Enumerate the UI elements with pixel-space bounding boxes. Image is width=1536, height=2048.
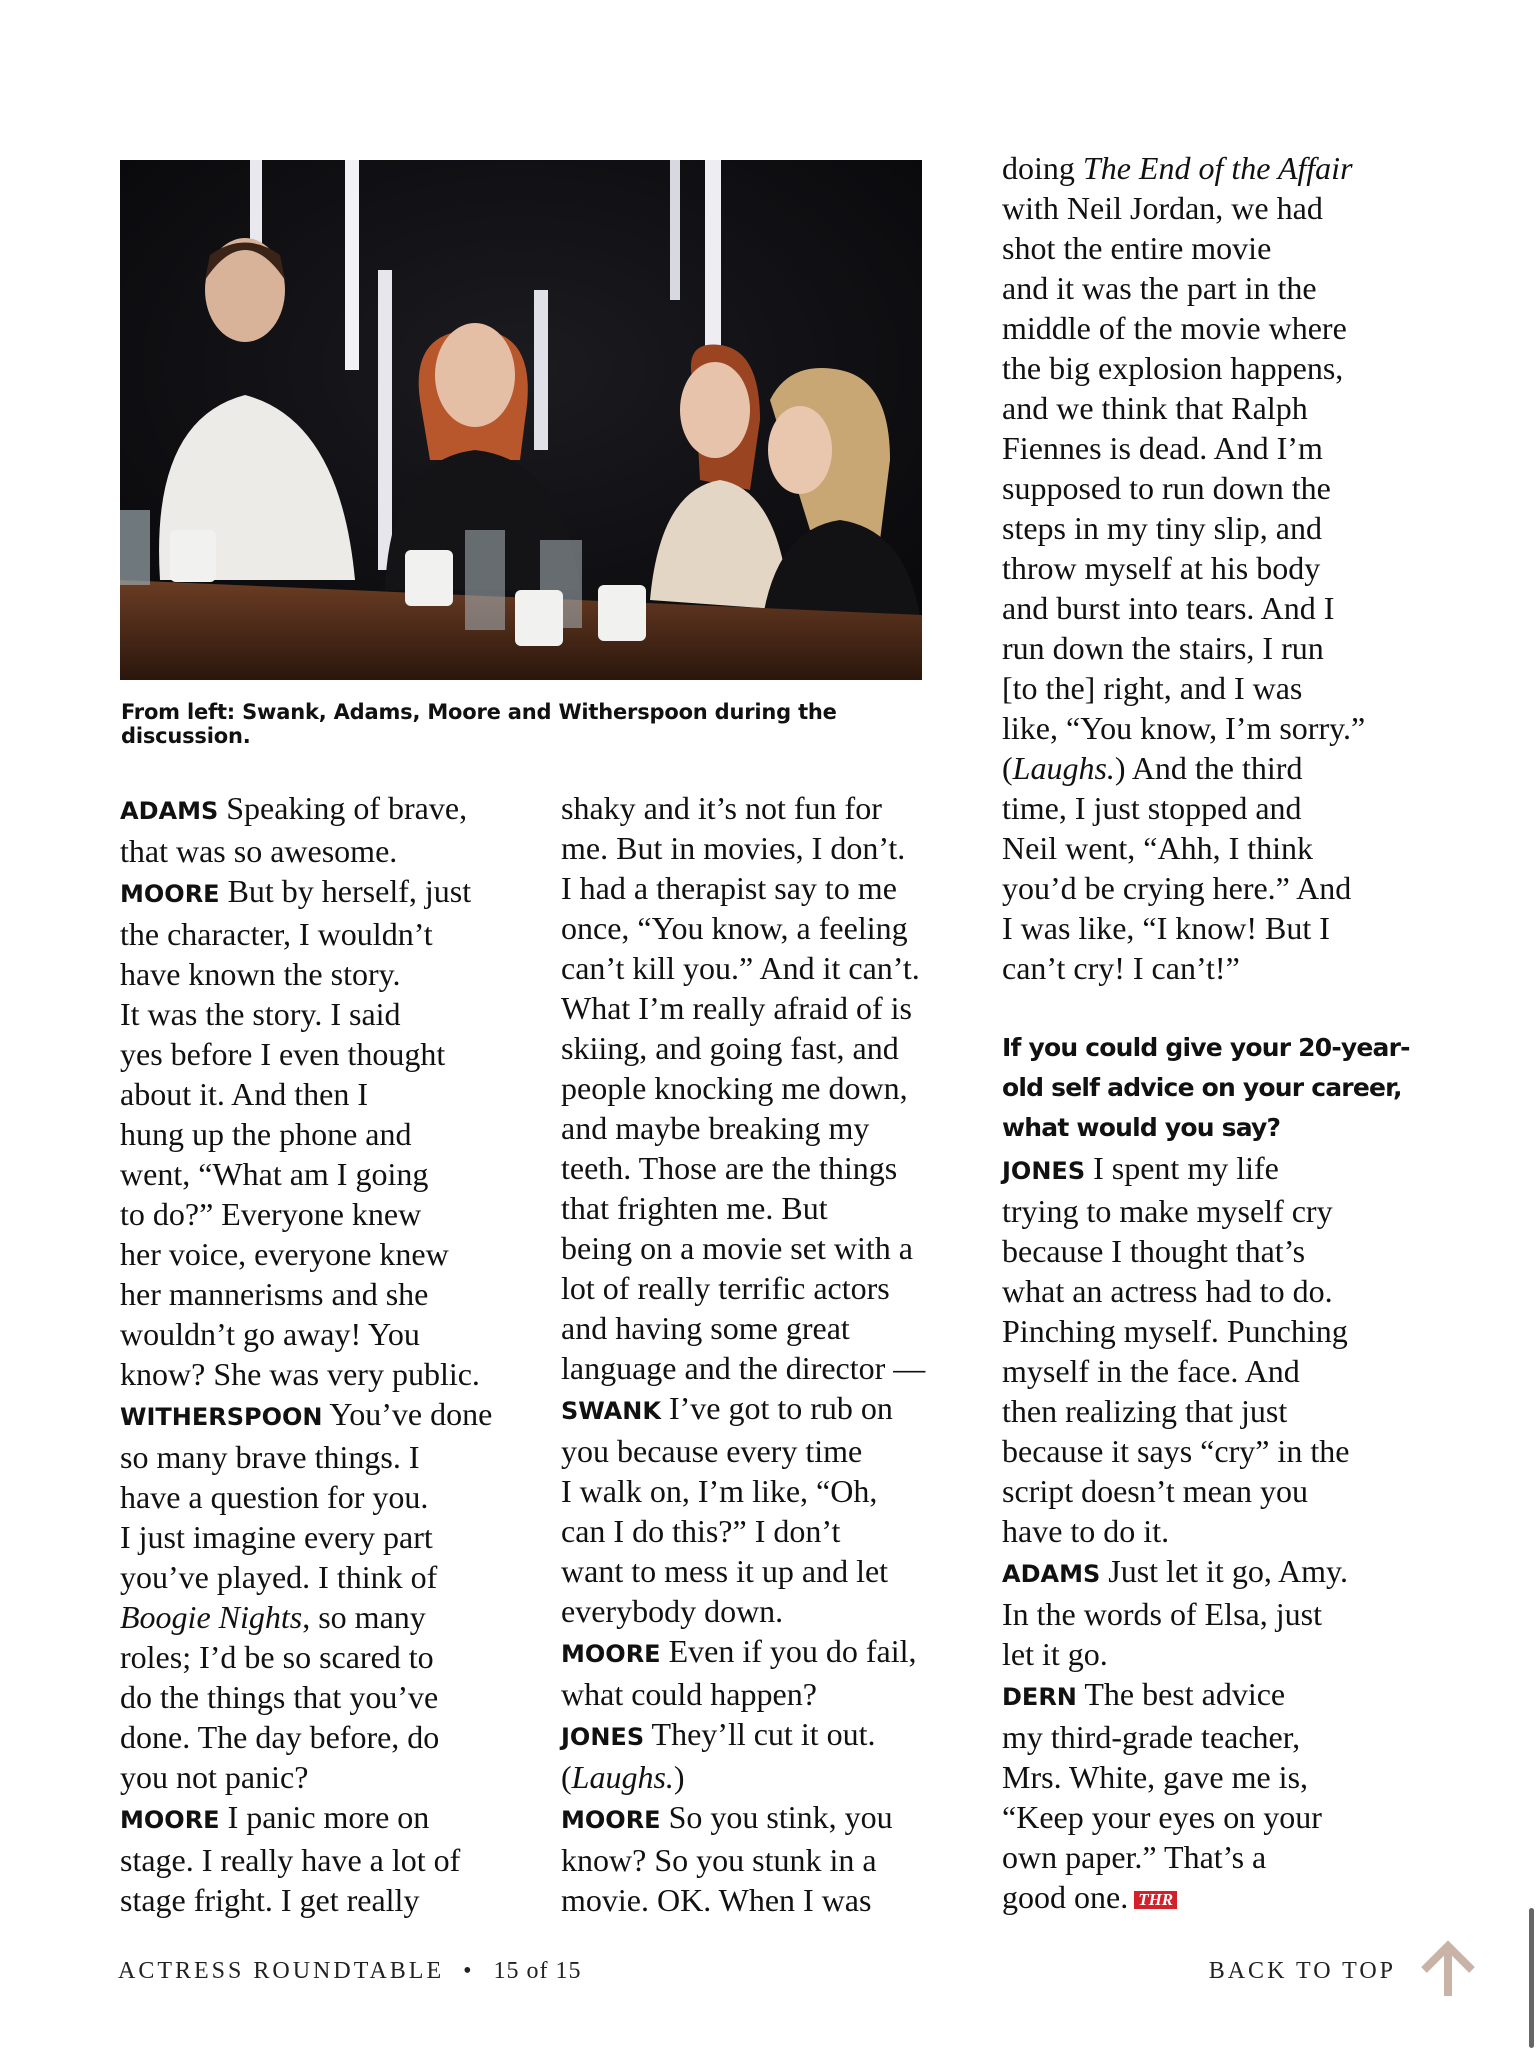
- italic-title: The End of the Affair: [1082, 150, 1353, 186]
- text-line: [561, 1108, 971, 1148]
- text-body: I had a therapist say to me: [561, 870, 897, 906]
- text-line: [1002, 1511, 1422, 1551]
- up-arrow-icon[interactable]: [1418, 1940, 1478, 2000]
- speaker-name: JONES: [561, 1723, 645, 1751]
- text-body: and burst into tears. And I: [1002, 590, 1335, 626]
- text-line: [120, 1637, 520, 1677]
- article-column-1: [120, 788, 520, 1920]
- text-line: [120, 1557, 520, 1597]
- text-prefix: (: [1002, 750, 1013, 786]
- text-line: [120, 1437, 520, 1477]
- photo-caption: From left: Swank, Adams, Moore and Witherspoon during the discussion.: [121, 700, 837, 748]
- text-body: Fiennes is dead. And I’m: [1002, 430, 1323, 466]
- text-body: middle of the movie where: [1002, 310, 1347, 346]
- text-body: to do?” Everyone knew: [120, 1196, 422, 1232]
- text-line: [120, 914, 520, 954]
- column-3-text-b: [1002, 1148, 1422, 1917]
- text-body: What I’m really afraid of is: [561, 990, 912, 1026]
- text-body: , so many: [302, 1599, 426, 1635]
- text-line: [120, 1154, 520, 1194]
- text-line: [561, 1268, 971, 1308]
- text-line: [120, 1394, 520, 1437]
- text-line: [561, 1431, 971, 1471]
- text-line: [561, 1551, 971, 1591]
- text-body: script doesn’t mean you: [1002, 1473, 1309, 1509]
- text-line: [1002, 1191, 1422, 1231]
- text-line: [1002, 188, 1422, 228]
- text-body: the character, I wouldn’t: [120, 916, 433, 952]
- text-body: Speaking of brave,: [218, 790, 468, 826]
- text-body: my third-grade teacher,: [1002, 1719, 1301, 1755]
- text-body: But by herself, just: [219, 873, 472, 909]
- text-line: [561, 1757, 971, 1797]
- text-line: [561, 828, 971, 868]
- article-column-2: [561, 788, 971, 1920]
- text-line: [120, 788, 520, 831]
- text-body: you because every time: [561, 1433, 863, 1469]
- text-body: that was so awesome.: [120, 833, 398, 869]
- footer-section-info: [118, 1958, 582, 1985]
- text-body: I walk on, I’m like, “Oh,: [561, 1473, 878, 1509]
- text-line: [120, 1797, 520, 1840]
- text-line: [1002, 1391, 1422, 1431]
- italic-title: Laughs.: [571, 1759, 674, 1795]
- text-line: [1002, 388, 1422, 428]
- text-body: know? She was very public.: [120, 1356, 480, 1392]
- text-body: with Neil Jordan, we had: [1002, 190, 1323, 226]
- text-body: movie. OK. When I was: [561, 1882, 872, 1918]
- page-counter: 15 of 15: [493, 1958, 582, 1984]
- text-line: [1002, 1351, 1422, 1391]
- text-prefix: (: [561, 1759, 572, 1795]
- text-line: [1002, 1757, 1422, 1797]
- text-line: [561, 1714, 971, 1757]
- text-line: [1002, 268, 1422, 308]
- text-body: that frighten me. But: [561, 1190, 828, 1226]
- speaker-name: ADAMS: [120, 797, 219, 825]
- text-line: [1002, 1431, 1422, 1471]
- text-body: I’ve got to rub on: [660, 1390, 893, 1426]
- text-body: yes before I even thought: [120, 1036, 446, 1072]
- text-line: [120, 1757, 520, 1797]
- question-line: what would you say?: [1002, 1113, 1281, 1142]
- text-line: [120, 1840, 520, 1880]
- photo-illustration: [120, 160, 922, 680]
- text-line: [561, 1228, 971, 1268]
- article-photo: [120, 160, 922, 680]
- text-line: [1002, 1551, 1422, 1594]
- text-body: because it says “cry” in the: [1002, 1433, 1350, 1469]
- text-line: [1002, 1231, 1422, 1271]
- text-body: ): [673, 1759, 685, 1795]
- text-line: [120, 1194, 520, 1234]
- text-body: [to the] right, and I was: [1002, 670, 1303, 706]
- text-line: [120, 1597, 520, 1637]
- text-body: people knocking me down,: [561, 1070, 908, 1106]
- text-line: [1002, 948, 1422, 988]
- text-line: [120, 871, 520, 914]
- speaker-name: JONES: [1002, 1157, 1086, 1185]
- text-body: You’ve done: [322, 1396, 493, 1432]
- text-body: then realizing that just: [1002, 1393, 1288, 1429]
- text-line: [561, 1880, 971, 1920]
- text-body: supposed to run down the: [1002, 470, 1331, 506]
- text-body: do the things that you’ve: [120, 1679, 439, 1715]
- text-line: [561, 1188, 971, 1228]
- text-line: [120, 1074, 520, 1114]
- text-body: The best advice: [1076, 1676, 1286, 1712]
- text-line: [120, 1517, 520, 1557]
- text-line: [1002, 1797, 1422, 1837]
- text-line: [120, 1477, 520, 1517]
- text-body: can’t cry! I can’t!”: [1002, 950, 1240, 986]
- text-prefix: doing: [1002, 150, 1083, 186]
- text-body: have known the story.: [120, 956, 401, 992]
- italic-title: Laughs.: [1012, 750, 1115, 786]
- text-body: you’ve played. I think of: [120, 1559, 438, 1595]
- text-body: roles; I’d be so scared to: [120, 1639, 434, 1675]
- text-body: everybody down.: [561, 1593, 784, 1629]
- text-body: shaky and it’s not fun for: [561, 790, 882, 826]
- text-line: [1002, 1837, 1422, 1877]
- text-body: In the words of Elsa, just: [1002, 1596, 1322, 1632]
- interview-question: [1002, 1028, 1422, 1148]
- text-line: [561, 1308, 971, 1348]
- text-line: [1002, 1877, 1422, 1917]
- text-body: her voice, everyone knew: [120, 1236, 449, 1272]
- text-line: [561, 1591, 971, 1631]
- text-line: [120, 1314, 520, 1354]
- text-line: [120, 1274, 520, 1314]
- text-body: what could happen?: [561, 1676, 817, 1712]
- text-line: [1002, 1594, 1422, 1634]
- speaker-name: ADAMS: [1002, 1560, 1101, 1588]
- text-body: Pinching myself. Punching: [1002, 1313, 1348, 1349]
- text-body: me. But in movies, I don’t.: [561, 830, 906, 866]
- text-line: [120, 1114, 520, 1154]
- text-body: and maybe breaking my: [561, 1110, 870, 1146]
- text-body: steps in my tiny slip, and: [1002, 510, 1322, 546]
- text-body: and we think that Ralph: [1002, 390, 1308, 426]
- text-line: [1002, 868, 1422, 908]
- text-body: went, “What am I going: [120, 1156, 429, 1192]
- scrollbar-track[interactable]: [1526, 0, 1536, 2048]
- text-body: shot the entire movie: [1002, 230, 1272, 266]
- text-line: [1002, 708, 1422, 748]
- text-line: [120, 1880, 520, 1920]
- speaker-name: WITHERSPOON: [120, 1403, 323, 1431]
- text-line: [1002, 1717, 1422, 1757]
- speaker-name: SWANK: [561, 1397, 661, 1425]
- text-line: [1002, 1674, 1422, 1717]
- text-line: [1002, 428, 1422, 468]
- text-body: “Keep your eyes on your: [1002, 1799, 1322, 1835]
- text-line: [1002, 508, 1422, 548]
- text-line: [561, 1148, 971, 1188]
- text-body: ) And the third: [1114, 750, 1303, 786]
- text-body: I was like, “I know! But I: [1002, 910, 1330, 946]
- text-body: own paper.” That’s a: [1002, 1839, 1267, 1875]
- text-body: let it go.: [1002, 1636, 1108, 1672]
- text-line: [561, 1674, 971, 1714]
- text-body: the big explosion happens,: [1002, 350, 1344, 386]
- section-name: ACTRESS ROUNDTABLE: [118, 1958, 445, 1984]
- text-body: once, “You know, a feeling: [561, 910, 908, 946]
- text-body: know? So you stunk in a: [561, 1842, 877, 1878]
- text-body: her mannerisms and she: [120, 1276, 429, 1312]
- text-body: So you stink, you: [660, 1799, 893, 1835]
- text-line: [561, 1840, 971, 1880]
- text-body: so many brave things. I: [120, 1439, 420, 1475]
- question-line: old self advice on your career,: [1002, 1073, 1402, 1102]
- speaker-name: DERN: [1002, 1683, 1077, 1711]
- text-line: [561, 1348, 971, 1388]
- text-body: you’d be crying here.” And: [1002, 870, 1352, 906]
- text-body: like, “You know, I’m sorry.”: [1002, 710, 1366, 746]
- text-body: and it was the part in the: [1002, 270, 1317, 306]
- text-body: language and the director —: [561, 1350, 926, 1386]
- text-body: about it. And then I: [120, 1076, 368, 1112]
- back-to-top-link[interactable]: BACK TO TOP: [1208, 1958, 1396, 1984]
- text-body: have to do it.: [1002, 1513, 1170, 1549]
- text-body: hung up the phone and: [120, 1116, 412, 1152]
- text-body: I just imagine every part: [120, 1519, 433, 1555]
- text-line: [120, 954, 520, 994]
- text-line: [1002, 548, 1422, 588]
- text-line: [1002, 1634, 1422, 1674]
- question-line: If you could give your 20-year-: [1002, 1033, 1410, 1062]
- text-line: [1002, 748, 1422, 788]
- text-line: [561, 1068, 971, 1108]
- text-body: They’ll cut it out.: [644, 1716, 876, 1752]
- text-body: want to mess it up and let: [561, 1553, 889, 1589]
- italic-title: Boogie Nights: [120, 1599, 303, 1635]
- end-mark-badge: THR: [1134, 1891, 1177, 1909]
- text-body: done. The day before, do: [120, 1719, 440, 1755]
- text-body: It was the story. I said: [120, 996, 401, 1032]
- text-line: [120, 1717, 520, 1757]
- text-line: [561, 1631, 971, 1674]
- text-line: [1002, 1148, 1422, 1191]
- text-body: I spent my life: [1085, 1150, 1279, 1186]
- text-body: stage fright. I get really: [120, 1882, 420, 1918]
- speaker-name: MOORE: [120, 880, 220, 908]
- text-line: [1002, 148, 1422, 188]
- text-line: [1002, 308, 1422, 348]
- column-3-text-a: [1002, 148, 1422, 988]
- text-line: [1002, 348, 1422, 388]
- text-body: and having some great: [561, 1310, 850, 1346]
- separator-dot: •: [463, 1958, 475, 1984]
- text-line: [1002, 1471, 1422, 1511]
- text-body: myself in the face. And: [1002, 1353, 1300, 1389]
- text-line: [120, 1234, 520, 1274]
- text-body: can I do this?” I don’t: [561, 1513, 841, 1549]
- text-line: [561, 788, 971, 828]
- text-body: I panic more on: [219, 1799, 430, 1835]
- text-body: stage. I really have a lot of: [120, 1842, 461, 1878]
- text-body: Mrs. White, gave me is,: [1002, 1759, 1309, 1795]
- text-body: time, I just stopped and: [1002, 790, 1302, 826]
- text-line: [561, 868, 971, 908]
- text-line: [1002, 908, 1422, 948]
- text-body: throw myself at his body: [1002, 550, 1321, 586]
- text-body: can’t kill you.” And it can’t.: [561, 950, 920, 986]
- text-body: skiing, and going fast, and: [561, 1030, 899, 1066]
- text-body: lot of really terrific actors: [561, 1270, 890, 1306]
- text-line: [1002, 668, 1422, 708]
- text-body: Just let it go, Amy.: [1100, 1553, 1348, 1589]
- text-line: [561, 1511, 971, 1551]
- text-line: [1002, 1311, 1422, 1351]
- text-body: trying to make myself cry: [1002, 1193, 1333, 1229]
- text-line: [561, 1028, 971, 1068]
- text-body: being on a movie set with a: [561, 1230, 913, 1266]
- text-line: [561, 1388, 971, 1431]
- text-body: Even if you do fail,: [660, 1633, 917, 1669]
- text-line: [120, 1034, 520, 1074]
- text-body: because I thought that’s: [1002, 1233, 1306, 1269]
- text-line: [1002, 468, 1422, 508]
- text-line: [1002, 228, 1422, 268]
- text-body: good one.: [1002, 1879, 1129, 1915]
- text-body: run down the stairs, I run: [1002, 630, 1324, 666]
- text-line: [561, 948, 971, 988]
- text-body: you not panic?: [120, 1759, 309, 1795]
- text-line: [120, 994, 520, 1034]
- text-body: what an actress had to do.: [1002, 1273, 1333, 1309]
- text-line: [1002, 588, 1422, 628]
- text-body: Neil went, “Ahh, I think: [1002, 830, 1314, 866]
- text-line: [1002, 1271, 1422, 1311]
- speaker-name: MOORE: [120, 1806, 220, 1834]
- speaker-name: MOORE: [561, 1806, 661, 1834]
- text-line: [561, 1471, 971, 1511]
- text-line: [561, 1797, 971, 1840]
- text-line: [120, 831, 520, 871]
- speaker-name: MOORE: [561, 1640, 661, 1668]
- scrollbar-thumb[interactable]: [1529, 1908, 1534, 2048]
- text-line: [561, 988, 971, 1028]
- text-body: wouldn’t go away! You: [120, 1316, 420, 1352]
- text-line: [1002, 828, 1422, 868]
- text-line: [120, 1677, 520, 1717]
- text-line: [120, 1354, 520, 1394]
- text-line: [1002, 628, 1422, 668]
- text-body: teeth. Those are the things: [561, 1150, 898, 1186]
- article-column-3: [1002, 148, 1422, 1917]
- text-line: [561, 908, 971, 948]
- text-line: [1002, 788, 1422, 828]
- text-body: have a question for you.: [120, 1479, 429, 1515]
